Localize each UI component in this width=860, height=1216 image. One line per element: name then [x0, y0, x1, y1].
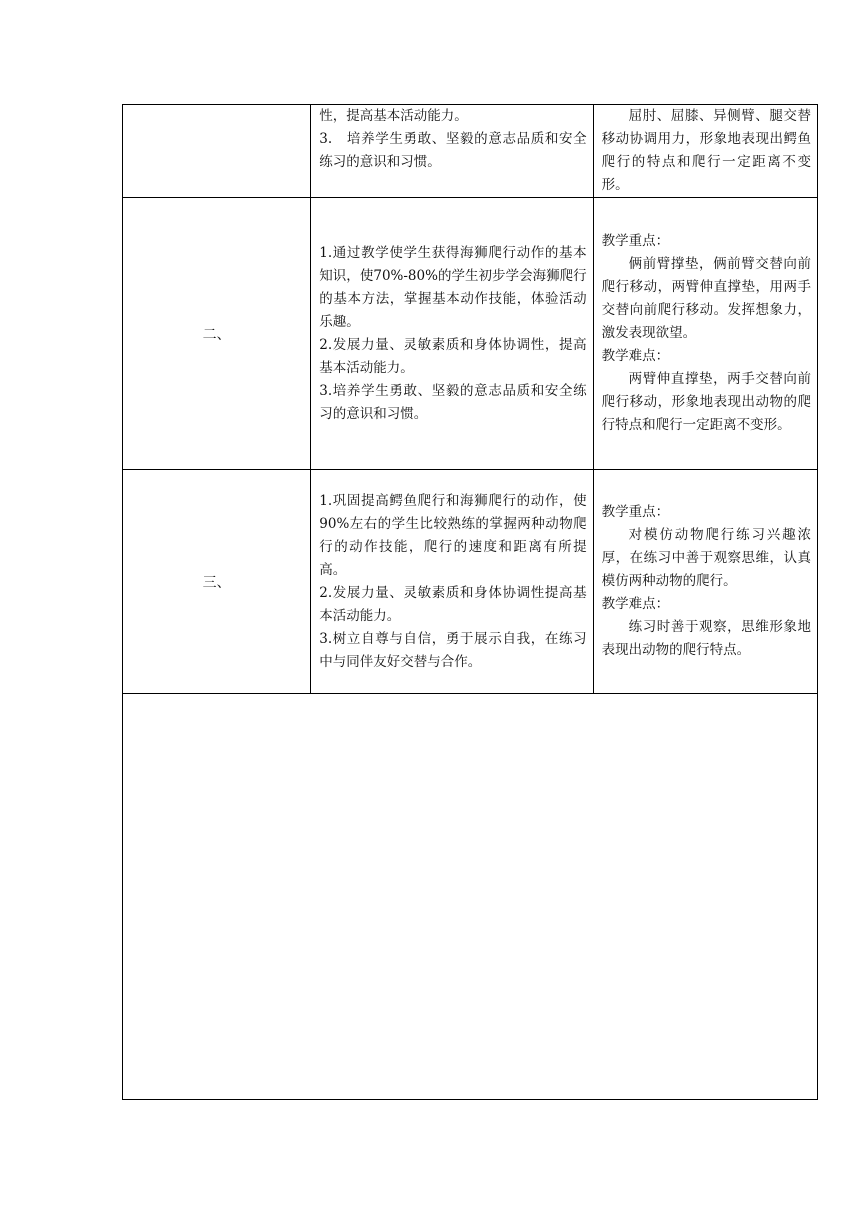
table-row [123, 105, 818, 198]
objective-text: 性，提高基本活动能力。 [319, 108, 468, 124]
objective-text: 2.发展力量、灵敏素质和身体协调性，提高基本活动能力。 [319, 336, 587, 376]
lesson-number-cell [123, 470, 311, 694]
key-points-cell [593, 470, 817, 694]
key-text: 对模仿动物爬行练习兴趣浓厚，在练习中善于观察思维，认真模仿两种动物的爬行。 [601, 527, 811, 589]
key-points-cell [593, 198, 817, 470]
objectives-cell [311, 198, 593, 470]
objective-text: 3.树立自尊与自信，勇于展示自我，在练习中与同伴友好交替与合作。 [319, 630, 587, 670]
objective-text: 2.发展力量、灵敏素质和身体协调性提高基本活动能力。 [319, 584, 587, 624]
empty-merged-cell [123, 694, 818, 1100]
objective-text: 3. 培养学生勇敢、坚毅的意志品质和安全练习的意识和习惯。 [319, 131, 587, 170]
objectives-cell [311, 470, 593, 694]
table-row [123, 470, 818, 694]
lesson-number: 三、 [202, 574, 231, 591]
lesson-number-cell [123, 198, 311, 470]
key-points-cell [593, 105, 817, 198]
difficulty-heading: 教学难点： [601, 348, 670, 364]
lesson-number-cell [123, 105, 311, 198]
difficulty-text: 练习时善于观察，思维形象地表现出动物的爬行特点。 [601, 619, 811, 658]
key-point-text: 屈肘、屈膝、异侧臂、腿交替移动协调用力，形象地表现出鳄鱼爬行的特点和爬行一定距离不变形。 [601, 108, 811, 193]
table-row [123, 198, 818, 470]
key-heading: 教学重点： [601, 233, 670, 249]
objective-text: 1.巩固提高鳄鱼爬行和海狮爬行的动作，使90%左右的学生比较熟练的掌握两种动物爬行的动作技能，爬行的速度和距离有所提高。 [319, 492, 587, 578]
table-row [123, 694, 818, 1100]
key-text: 俩前臂撑垫，俩前臂交替向前爬行移动，两臂伸直撑垫，用两手交替向前爬行移动。发挥想象力，激发表现欲望。 [601, 256, 811, 341]
difficulty-heading: 教学难点： [601, 596, 670, 612]
difficulty-text: 两臂伸直撑垫，两手交替向前爬行移动，形象地表现出动物的爬行特点和爬行一定距离不变形。 [601, 371, 811, 433]
objective-text: 3.培养学生勇敢、坚毅的意志品质和安全练习的意识和习惯。 [319, 382, 587, 422]
lesson-number: 二、 [202, 326, 231, 343]
objective-text: 1.通过教学使学生获得海狮爬行动作的基本知识，使70%-80%的学生初步学会海狮爬行的基本方法，掌握基本动作技能，体验活动乐趣。 [319, 244, 587, 330]
objectives-cell [311, 105, 593, 198]
key-heading: 教学重点： [601, 504, 670, 520]
lesson-table [122, 104, 818, 1100]
